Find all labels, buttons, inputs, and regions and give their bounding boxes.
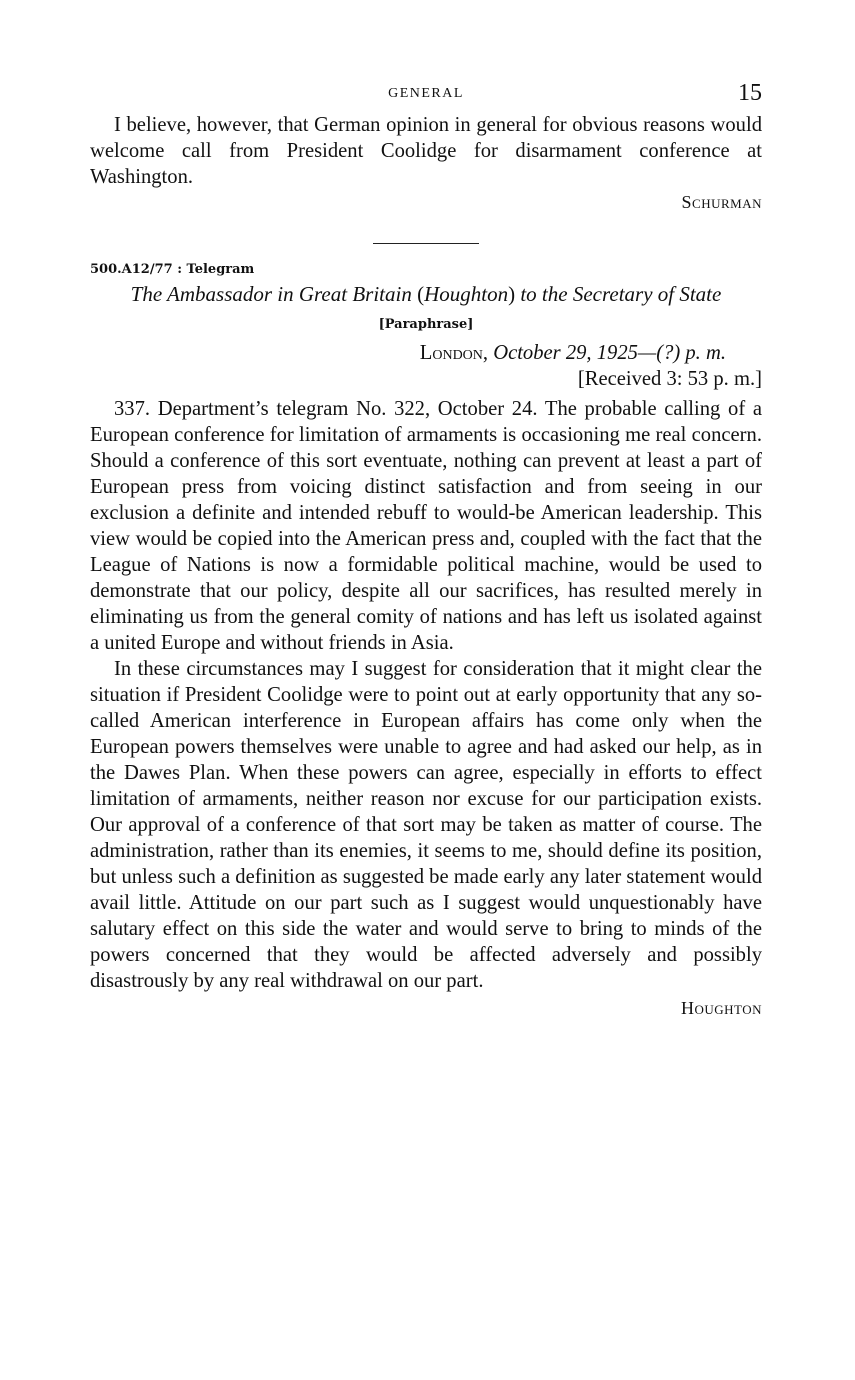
dateline-place: London,	[419, 342, 489, 364]
previous-signature: Schurman	[681, 192, 762, 212]
body-paragraph: 337. Department’s telegram No. 322, October 24. The probable calling of a European conference for limitation of armaments is occasioning me real concern. Should a conference of this sort eventuate, nothing can prevent at least a part of European press from voicing distinct satisfaction and from seeing in our exclusion a definite and intended rebuff to would-be American leadership. This view would be copied into the American press and, coupled with the fact that the League of Nations is now a formidable political machine, would be used to demonstrate that our policy, despite all our sacrifices, has resulted merely in eliminating us from the general comity of nations and has left us isolated against a united Europe and without friends in Asia.	[90, 398, 762, 654]
received-time: [Received 3: 53 p. m.]	[577, 368, 762, 390]
previous-closing-paragraph: I believe, however, that German opinion in general for obvious reasons would welcome call from President Coolidge for disarmament conference at Washington.	[90, 114, 762, 188]
document-title	[90, 281, 762, 307]
title-paren-close: )	[508, 282, 516, 306]
signature: Houghton	[680, 998, 762, 1018]
title-paren-open: (	[417, 282, 425, 306]
running-head	[90, 80, 762, 112]
section-divider	[373, 243, 479, 244]
paraphrase-note: [Paraphrase]	[378, 317, 474, 332]
running-title: GENERAL	[388, 86, 464, 101]
dateline-date: October 29, 1925—(?) p. m.	[493, 342, 726, 364]
page-number: 15	[738, 80, 762, 106]
dateline	[90, 340, 762, 366]
file-reference: 500.A12/77 : Telegram	[90, 262, 255, 277]
title-name: Houghton	[424, 282, 509, 306]
body-paragraph: In these circumstances may I suggest for consideration that it might clear the situation if President Coolidge were to point out at early opportunity that any so-called American interference in European affairs has come only when the European powers themselves were unable to agree and had asked our help, as in the Dawes Plan. When these powers can agree, especially in efforts to effect limitation of armaments, neither reason nor excuse for our participation exists. Our approval of a conference of that sort may be taken as matter of course. The administration, rather than its enemies, it seems to me, should define its position, but unless such a definition as suggested be made early any later statement would avail little. Attitude on our part such as I suggest would unquestionably have salutary effect on this side the water and would serve to bring to minds of the powers concerned that they would be affected adversely and possibly disastrously by any real withdrawal on our part.	[90, 658, 762, 992]
document-page	[90, 80, 762, 1019]
title-part-2: to the Secretary of State	[515, 282, 722, 306]
title-part-1: The Ambassador in Great Britain	[130, 282, 418, 306]
